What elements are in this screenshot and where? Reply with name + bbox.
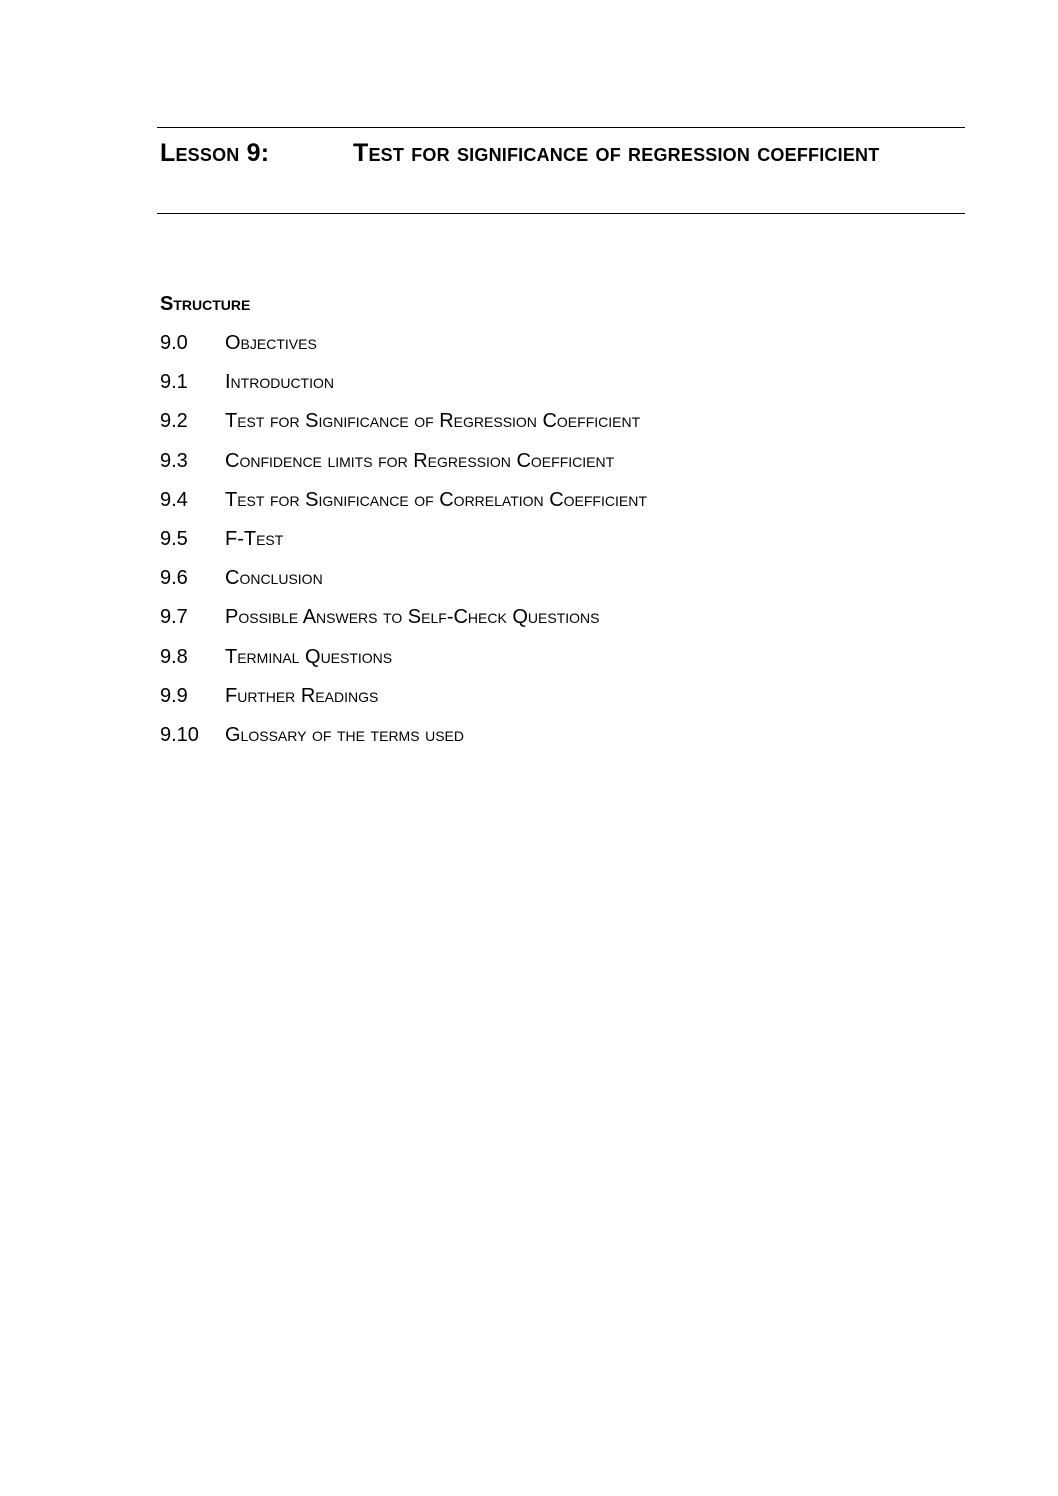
structure-item-label: F-Test <box>225 527 284 550</box>
structure-item <box>160 721 647 760</box>
header-top-rule <box>157 127 965 128</box>
structure-item-number: 9.9 <box>160 684 188 707</box>
lesson-title: Test for significance of regression coefficient <box>353 139 880 167</box>
structure-item-label: Conclusion <box>225 567 323 590</box>
structure-item <box>160 368 647 407</box>
structure-item-number: 9.7 <box>160 606 188 629</box>
structure-item-number: 9.2 <box>160 410 188 433</box>
structure-item-label: Glossary of the terms used <box>225 723 465 746</box>
structure-item <box>160 603 647 642</box>
structure-item <box>160 564 647 603</box>
structure-item-number: 9.5 <box>160 527 188 550</box>
header-bottom-rule <box>157 213 965 214</box>
structure-item-label: Terminal Questions <box>225 645 393 668</box>
structure-item-label: Possible Answers to Self-Check Questions <box>225 606 600 629</box>
structure-item-label: Introduction <box>225 371 334 394</box>
structure-item <box>160 329 647 368</box>
structure-item-label: Test for Significance of Regression Coefficient <box>225 410 641 433</box>
structure-item <box>160 447 647 486</box>
structure-item-number: 9.6 <box>160 567 188 590</box>
structure-item-number: 9.4 <box>160 488 188 511</box>
structure-item-number: 9.0 <box>160 332 188 354</box>
structure-item-label: Objectives <box>225 332 317 354</box>
structure-item <box>160 486 647 525</box>
structure-heading: Structure <box>160 293 251 315</box>
structure-item <box>160 643 647 682</box>
structure-item <box>160 525 647 564</box>
structure-item-number: 9.3 <box>160 449 188 472</box>
structure-item-label: Test for Significance of Correlation Coefficient <box>225 488 647 511</box>
structure-item-label: Confidence limits for Regression Coefficient <box>225 449 615 472</box>
structure-list <box>160 329 647 760</box>
structure-item-number: 9.1 <box>160 371 188 394</box>
structure-item-number: 9.8 <box>160 645 188 668</box>
lesson-label: Lesson 9: <box>160 139 270 167</box>
structure-item <box>160 407 647 446</box>
structure-item-label: Further Readings <box>225 684 379 707</box>
structure-item <box>160 682 647 721</box>
structure-item-number: 9.10 <box>160 723 199 746</box>
